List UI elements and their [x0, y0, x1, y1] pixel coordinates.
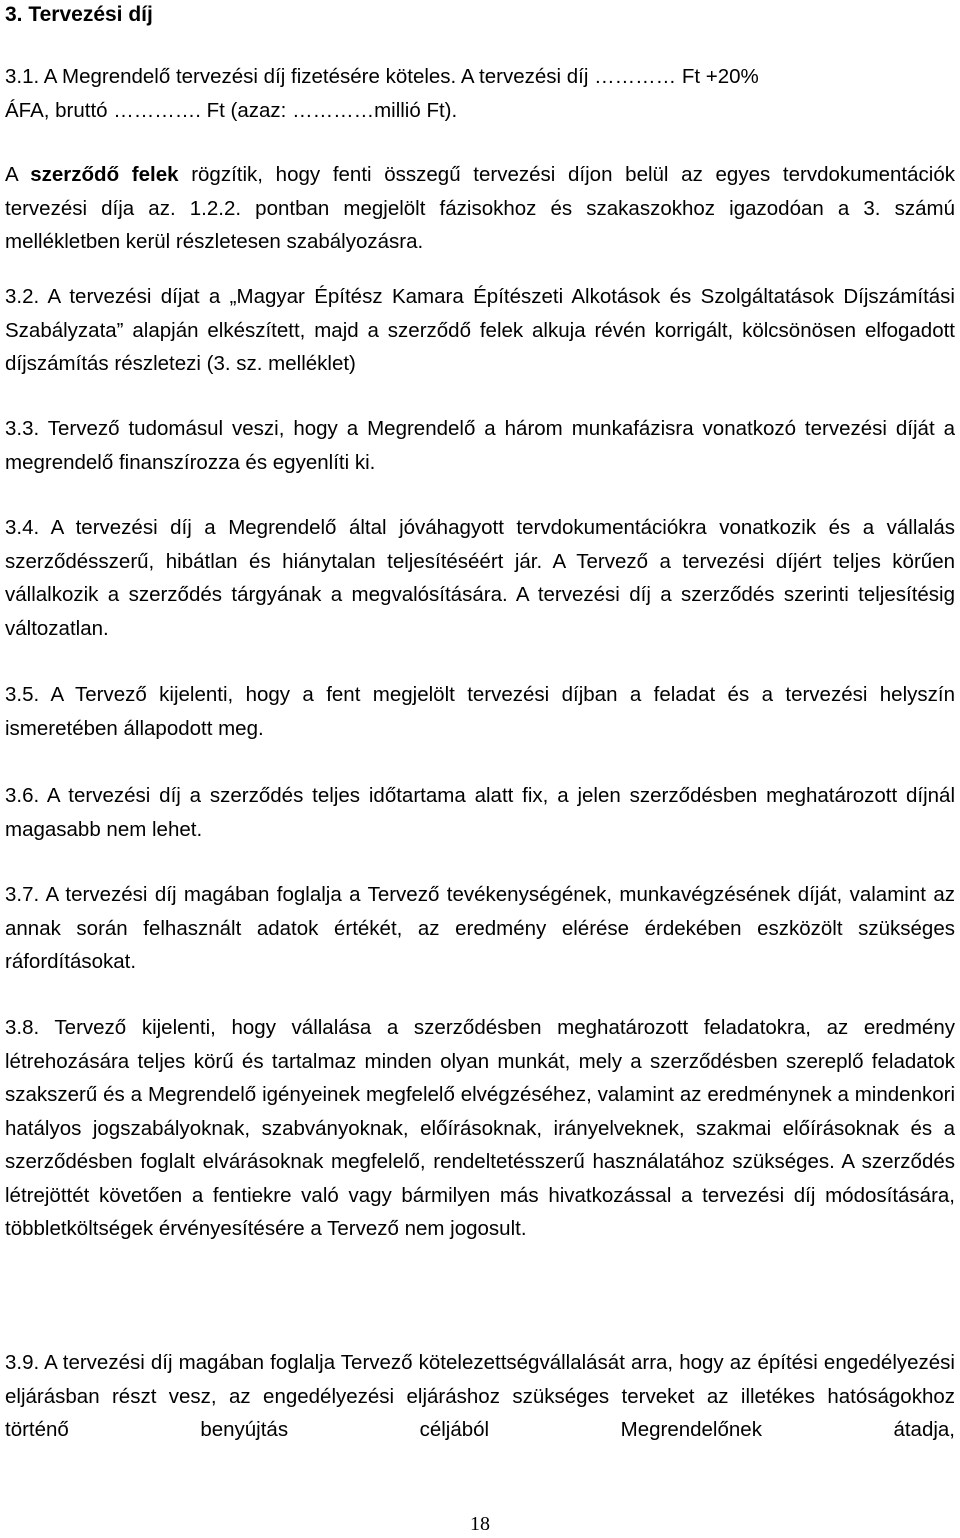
paragraph-3-3: 3.3. Tervező tudomásul veszi, hogy a Megrendelő a három munkafázisra vonatkozó tervezési díját a megrendelő finanszírozza és egyenlíti ki.	[5, 417, 955, 474]
paragraph-3-1-line-1: 3.1. A Megrendelő tervezési díj fizetésére köteles. A tervezési díj ………… Ft +20%	[5, 65, 759, 88]
paragraph-3-1-allocation	[5, 158, 955, 259]
paragraph-3-4: 3.4. A tervezési díj a Megrendelő által jóváhagyott tervdokumentációkra vonatkozik és a vállalás szerződésszerű, hibátlan és hiánytalan teljesítéséért jár. A Tervező a tervezési díjért teljes körűen vállalkozik a szerződés tárgyának a megvalósítására. A tervezési díj a szerződés szerinti teljesítésig változatlan.	[5, 516, 955, 640]
paragraph-3-7: 3.7. A tervezési díj magában foglalja a Tervező tevékenységének, munkavégzésének díját, valamint az annak során felhasznált adatok értékét, az eredmény elérése érdekében eszközölt szükséges ráfordításokat.	[5, 883, 955, 973]
paragraph-3-5: 3.5. A Tervező kijelenti, hogy a fent megjelölt tervezési díjban a feladat és a tervezési helyszín ismeretében állapodott meg.	[5, 683, 955, 740]
allocation-prefix: A	[5, 163, 31, 186]
section-heading: 3. Tervezési díj	[5, 3, 153, 26]
paragraph-3-1-line-2: ÁFA, bruttó …………. Ft (azaz: …………millió Ft).	[5, 99, 458, 122]
page-number: 18	[470, 1513, 490, 1535]
paragraph-3-8: 3.8. Tervező kijelenti, hogy vállalása a szerződésben meghatározott feladatokra, az eredmény létrehozására teljes körű és tartalmaz minden olyan munkát, mely a szerződésben szereplő feladatok szakszerű és a Megrendelő igényeinek megfelelő elvégzéséhez, valamint az eredménynek a mindenkori hatályos jogszabályoknak, szabványoknak, előírásoknak, irányelveknek, szakmai előírásoknak és a szerződésben foglalt elvárásoknak megfelelő, rendeltetésszerű használatához szükséges. A szerződés létrejöttét követően a fentiekre való vagy bármilyen más hivatkozással a tervezési díj módosítására, többletköltségek érvényesítésére a Tervező nem jogosult.	[5, 1016, 955, 1240]
contracting-parties-bold: szerződő felek	[30, 163, 179, 186]
paragraph-3-6: 3.6. A tervezési díj a szerződés teljes időtartama alatt fix, a jelen szerződésben meghatározott díjnál magasabb nem lehet.	[5, 784, 955, 841]
paragraph-3-2: 3.2. A tervezési díjat a „Magyar Építész Kamara Építészeti Alkotások és Szolgáltatások Díjszámítási Szabályzata” alapján elkészített, majd a szerződő felek alkuja révén korrigált, kölcsönösen elfogadott díjszámítás részletezi (3. sz. melléklet)	[5, 285, 955, 375]
paragraph-3-9: 3.9. A tervezési díj magában foglalja Tervező kötelezettségvállalását arra, hogy az építési engedélyezési eljárásban részt vesz, az engedélyezési eljáráshoz szükséges terveket az illetékes hatóságokhoz történő benyújtás céljából Megrendelőnek átadja,	[5, 1351, 955, 1441]
allocation-text: rögzítik, hogy fenti összegű tervezési díjon belül az egyes tervdokumentációk tervezési díja az. 1.2.2. pontban megjelölt fázisokhoz és szakaszokhoz igazodóan a 3. számú mellékletben kerül részletesen szabályozásra.	[5, 163, 955, 253]
